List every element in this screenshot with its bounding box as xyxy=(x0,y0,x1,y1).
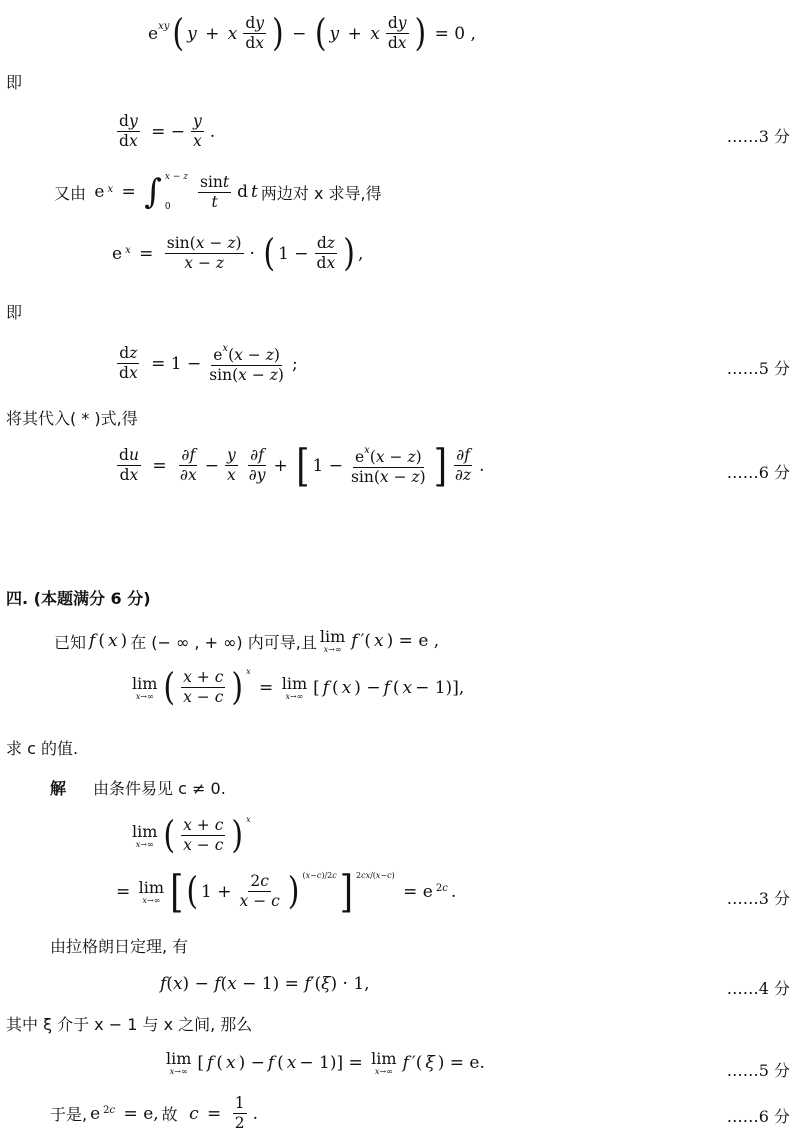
yi-you-label: 又由 xyxy=(54,183,87,203)
equation-dz-dx: $\frac{dz}{dx}$ = 1 − $\frac{e^x(x - z)}{\sin(x - z)}$ ; xyxy=(119,343,298,385)
conclusion: 于是, e 2c = e, 故 c = $\frac{1}{2}$ . xyxy=(50,1094,258,1132)
xi-between-text: 其中 ξ 介于 x − 1 与 x 之间, 那么 xyxy=(6,1015,253,1034)
solution-condition: 由条件易见 c ≠ 0. xyxy=(93,779,226,798)
problem4-statement-1: 已知 f ( x ) 在 (− ∞ , + ∞) 内可导,且 lim x→∞ f ′( x ) = e , xyxy=(54,627,440,654)
score-3-first: ……3 分 xyxy=(726,127,790,146)
problem4-given-label: 已知 xyxy=(54,632,87,652)
equation-dy-dx: $\frac{dy}{dx}$ = − $\frac{y}{x}$ . xyxy=(119,112,216,150)
score-5-second: ……5 分 xyxy=(726,1061,790,1080)
substitute-text: 将其代入( * )式,得 xyxy=(6,409,138,428)
equation-ex-derivative: e x = $\frac{\sin(x - z)}{x - z}$ · ( 1 − $\frac{dz}{dx}$ ) , xyxy=(112,231,364,275)
ji-label-1: 即 xyxy=(6,73,23,92)
top-equation: $e^{xy}$ ( y + x $\frac{dy}{dx}$ ) − ( y + x $\frac{dy}{dx}$ ) = 0 , xyxy=(148,11,476,55)
solution-lim-expression: lim x→∞ ( $\frac{x + c}{x - c}$ ) x xyxy=(132,813,251,857)
score-3-second: ……3 分 xyxy=(726,889,790,908)
solution-label: 解 xyxy=(50,779,67,798)
score-6-first: ……6 分 xyxy=(726,463,790,482)
score-4: ……4 分 xyxy=(726,979,790,998)
equation-lim-diff: lim x→∞ [ f ( x ) − f ( x − 1)] = lim x→∞ f ′( ξ ) = e. xyxy=(166,1049,485,1076)
equation-mvt: f(x) − f(x − 1) = f′(ξ) · 1, xyxy=(160,974,370,994)
score-6-second: ……6 分 xyxy=(726,1107,790,1126)
lagrange-text: 由拉格朗日定理, 有 xyxy=(50,937,189,956)
problem4-given-text: 在 (− ∞ , + ∞) 内可导,且 xyxy=(130,632,317,652)
solution-lim-evaluation: = lim x→∞ [ ( 1 + $\frac{2c}{x - c}$ ) (x−c)/2c ] 2cx/(x−c) = e 2c . xyxy=(116,865,457,918)
problem4-ask: 求 c 的值. xyxy=(6,739,79,758)
solution-line-1 xyxy=(50,776,226,799)
problem4-statement-2: lim x→∞ ( $\frac{x + c}{x - c}$ ) x = lim x→∞ [ f ( x ) − f ( x − 1)], xyxy=(132,665,465,709)
equation-du-dx: $\frac{du}{dx}$ = $\frac{\partial f}{\partial x}$ − $\frac{y}{x}$ $\frac{\partial f}{\partial y}$ + [ 1 − $\frac{e^x(x - z)}{\sin(x - z)}$ ] $\frac{\partial f}{\partial z}$ . xyxy=(119,439,485,492)
score-5-first: ……5 分 xyxy=(726,359,790,378)
ji-label-2: 即 xyxy=(6,303,23,322)
problem4-header: 四. (本题满分 6 分) xyxy=(6,589,151,608)
integral-text: 两边对 x 求导,得 xyxy=(260,183,382,203)
equation-integral: 又由 e x = ∫ x − z 0 $\frac{\sin t}{t}$ d t 两边对 x 求导,得 xyxy=(54,172,382,212)
